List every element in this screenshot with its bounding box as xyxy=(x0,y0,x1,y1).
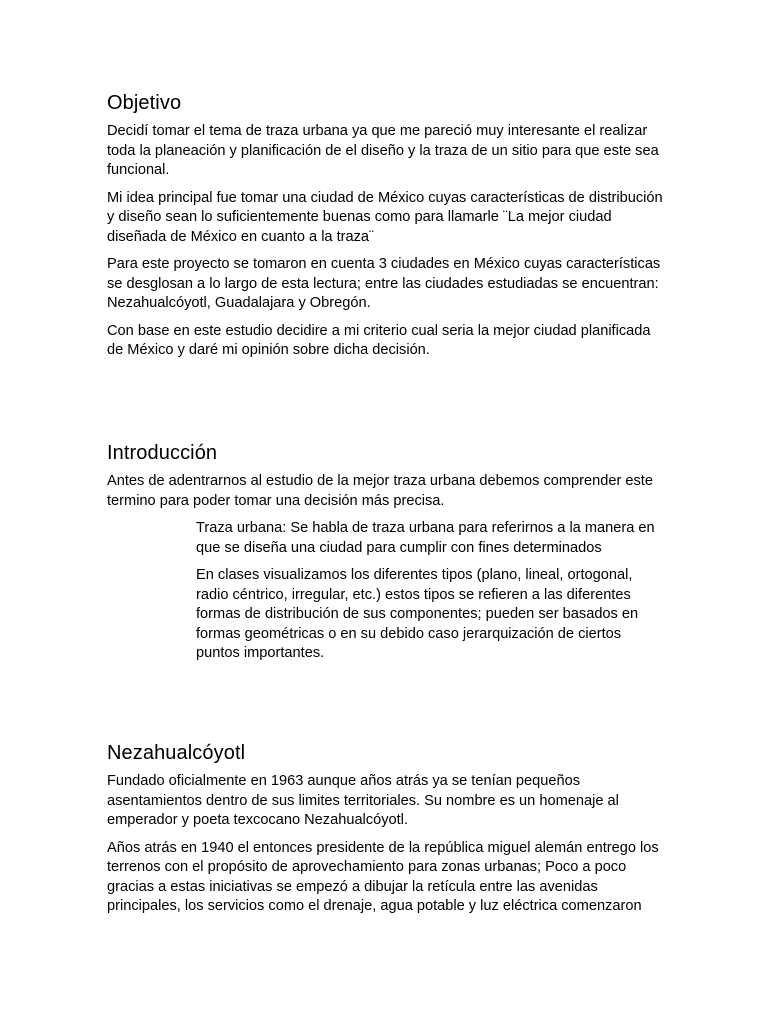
paragraph: Años atrás en 1940 el entonces presidente de la república miguel alemán entrego los terrenos con el propósito de aprovechamiento para zonas urbanas; Poco a poco gracias a estas iniciativas se empezó a dibujar la retícula entre las avenidas principales, los servicios como el drenaje, agua potable y luz eléctrica comenzaron xyxy=(107,839,659,914)
paragraph: Decidí tomar el tema de traza urbana ya que me pareció muy interesante el realizar toda la planeación y planificación de el diseño y la traza de un sitio para que este sea funcional. xyxy=(107,123,659,178)
heading-objetivo: Objetivo xyxy=(107,92,182,114)
section-introduccion xyxy=(107,440,667,672)
paragraph: Antes de adentrarnos al estudio de la mejor traza urbana debemos comprender este termino para poder tomar una decisión más precisa. xyxy=(107,473,653,509)
paragraph: Para este proyecto se tomaron en cuenta 3 ciudades en México cuyas características se desglosan a lo largo de esta lectura; entre las ciudades estudiadas se encuentran: Nezahualcóyotl, Guadalajara y Obregón. xyxy=(107,256,661,311)
indented-paragraph: Traza urbana: Se habla de traza urbana para referirnos a la manera en que se diseña una ciudad para cumplir con fines determinados xyxy=(196,520,655,556)
section-nezahualcoyotl xyxy=(107,740,667,925)
indented-paragraph: En clases visualizamos los diferentes tipos (plano, lineal, ortogonal, radio céntrico, irregular, etc.) estos tipos se refieren a las diferentes formas de distribución de sus componentes; pueden ser basados en formas geométricas o en su debido caso jerarquización de ciertos puntos importantes. xyxy=(196,567,639,661)
heading-introduccion: Introducción xyxy=(107,442,218,464)
paragraph: Mi idea principal fue tomar una ciudad de México cuyas características de distribución y diseño sean lo suficientemente buenas como para llamarle ¨La mejor ciudad diseñada de México en cuanto a la traza¨ xyxy=(107,189,663,245)
section-objetivo xyxy=(107,90,667,369)
paragraph: Fundado oficialmente en 1963 aunque años atrás ya se tenían pequeños asentamientos dentro de sus limites territoriales. Su nombre es un homenaje al emperador y poeta texcocano Nezahualcóyotl. xyxy=(107,773,619,828)
heading-nezahualcoyotl: Nezahualcóyotl xyxy=(107,742,246,764)
paragraph: Con base en este estudio decidire a mi criterio cual seria la mejor ciudad planificada de México y daré mi opinión sobre dicha decisión. xyxy=(107,322,651,358)
